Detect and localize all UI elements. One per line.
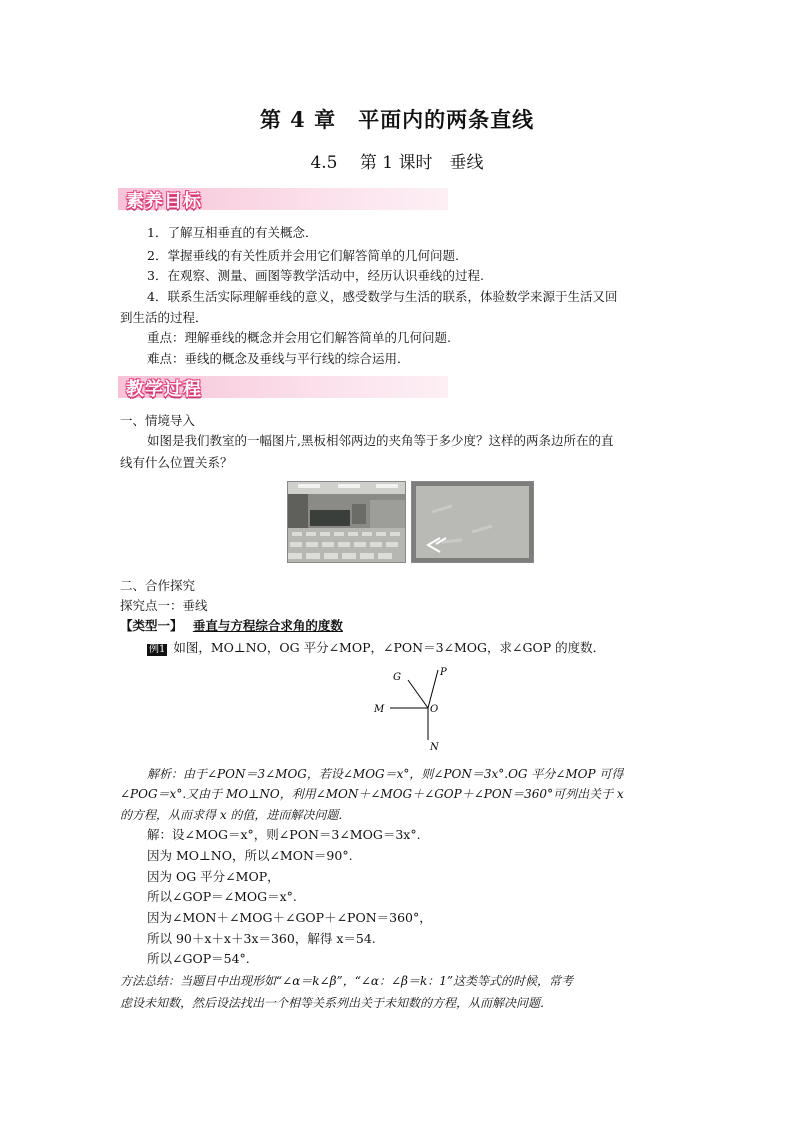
analysis-line: 解析：由于∠PON＝3∠MOG，若设∠MOG＝x°，则∠PON＝3x°.OG 平分∠MOP 可得 bbox=[147, 767, 624, 781]
solution-line: 因为∠MON＋∠MOG＋∠GOP＋∠PON＝360°， bbox=[147, 910, 432, 925]
label-o: O bbox=[430, 704, 439, 715]
process-banner bbox=[118, 376, 448, 398]
goals-banner-text: 素养目标 bbox=[126, 191, 202, 212]
solution-line: 所以 90＋x＋x＋3x＝360，解得 x＝54. bbox=[147, 931, 376, 946]
blackboard-photo bbox=[411, 481, 534, 563]
example-text: 如图，MO⊥NO，OG 平分∠MOP，∠PON＝3∠MOG，求∠GOP 的度数． bbox=[173, 640, 606, 655]
analysis-line: 的方程，从而求得 x 的值，进而解决问题． bbox=[120, 808, 351, 822]
intro-text: 线有什么位置关系？ bbox=[120, 455, 233, 470]
explore-heading: 二、合作探究 bbox=[120, 578, 196, 593]
key-point: 重点：理解垂线的概念并会用它们解答简单的几何问题. bbox=[147, 330, 451, 345]
classroom-photo bbox=[287, 481, 406, 563]
method-line: 虑设未知数，然后设法找出一个相等关系列出关于未知数的方程，从而解决问题． bbox=[120, 996, 553, 1010]
solution-line: 解：设∠MOG＝x°，则∠PON＝3∠MOG＝3x°. bbox=[147, 827, 421, 842]
process-banner-text: 教学过程 bbox=[126, 379, 202, 400]
ray-og bbox=[408, 680, 428, 708]
chapter-title: 第 4 章 平面内的两条直线 bbox=[259, 107, 535, 132]
section-title: 4.5 第 1 课时 垂线 bbox=[310, 153, 484, 173]
solution-line: 所以∠GOP＝54°. bbox=[147, 951, 250, 966]
method-line: 方法总结：当题目中出现形如“∠α＝k∠β”，“∠α：∠β＝k：1”这类等式的时候，常考 bbox=[120, 974, 574, 988]
type-heading bbox=[120, 618, 343, 634]
solution-line: 因为 OG 平分∠MOP， bbox=[147, 869, 280, 884]
example-line bbox=[147, 640, 605, 656]
goals-banner bbox=[118, 188, 448, 210]
label-p: P bbox=[440, 667, 447, 678]
label-m: M bbox=[374, 704, 385, 715]
goal-item: 2．掌握垂线的有关性质并会用它们解答简单的几何问题. bbox=[147, 248, 459, 263]
intro-heading: 一、情境导入 bbox=[120, 413, 196, 428]
intro-text: 如图是我们教室的一幅图片,黑板相邻两边的夹角等于多少度？这样的两条边所在的直 bbox=[147, 433, 614, 448]
solution-line: 所以∠GOP＝∠MOG＝x°. bbox=[147, 889, 297, 904]
goal-item: 4．联系生活实际理解垂线的意义，感受数学与生活的联系，体验数学来源于生活又回 bbox=[147, 289, 618, 304]
label-n: N bbox=[430, 742, 439, 753]
difficulty: 难点：垂线的概念及垂线与平行线的综合运用． bbox=[147, 351, 410, 366]
type-label: 【类型一】 bbox=[120, 618, 183, 633]
goal-item: 1．了解互相垂直的有关概念． bbox=[147, 225, 318, 240]
type-title: 垂直与方程综合求角的度数 bbox=[192, 618, 343, 633]
point-heading: 探究点一：垂线 bbox=[120, 598, 208, 613]
label-g: G bbox=[393, 672, 401, 683]
solution-line: 因为 MO⊥NO，所以∠MON＝90°. bbox=[147, 848, 353, 863]
analysis-line: ∠POG＝x°.又由于 MO⊥NO，利用∠MON＋∠MOG＋∠GOP＋∠PON＝360°可列出关于 x bbox=[120, 787, 624, 801]
geometry-figure bbox=[368, 660, 468, 755]
ray-op bbox=[428, 670, 438, 708]
example-badge: 例1 bbox=[149, 644, 166, 655]
goal-item: 3．在观察、测量、画图等教学活动中，经历认识垂线的过程. bbox=[147, 268, 484, 283]
goal-item: 到生活的过程． bbox=[120, 310, 208, 325]
